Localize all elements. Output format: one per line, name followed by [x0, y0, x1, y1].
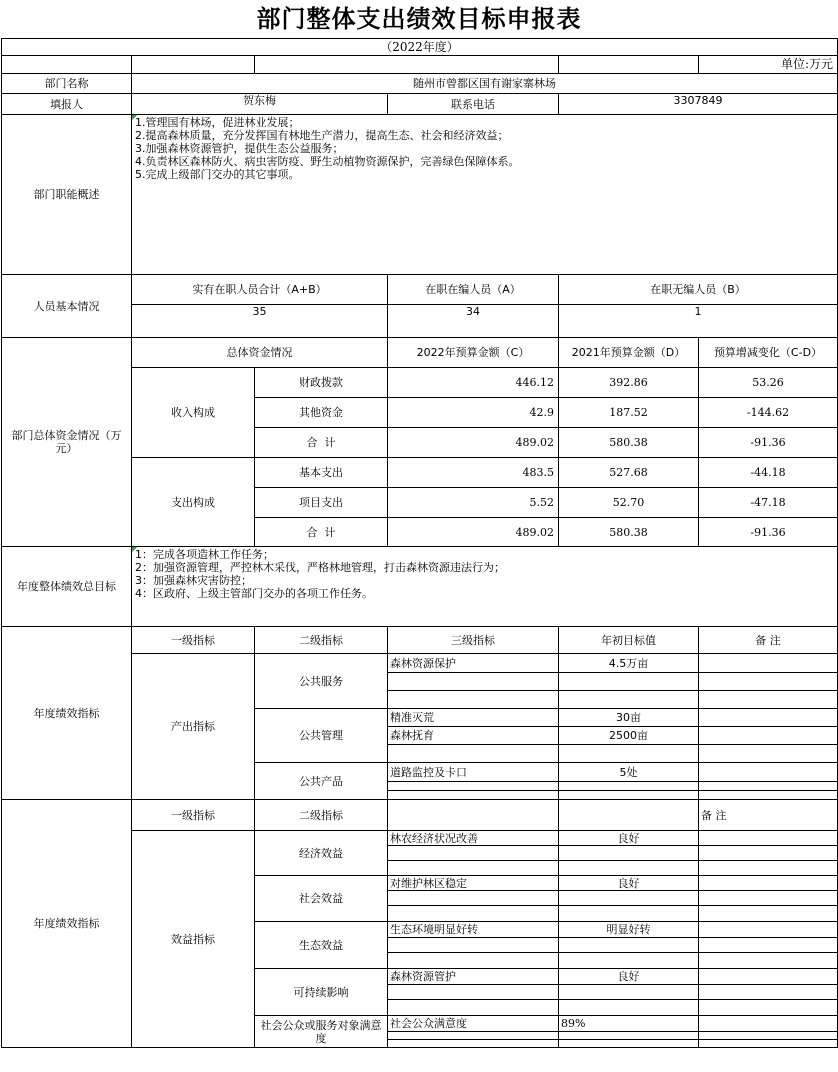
blank-cell	[2, 56, 132, 74]
blank-cell	[699, 654, 838, 673]
duties-text: 1.管理国有林场，促进林业发展； 2.提高森林质量，充分发挥国有林地生产潜力，提高生态、社会和经济效益； 3.加强森林资源管护，提供生态公益服务； 4.负责林区森林防火、病虫害防疫、野生动植物资源保护，完善绿色保障体系。 5.完成上级部门交办的其它事项。	[132, 115, 838, 275]
blank-cell	[699, 763, 838, 782]
econ-indicator: 林农经济状况改善	[388, 831, 559, 846]
blank-cell	[559, 800, 699, 831]
income-d: 187.52	[559, 398, 699, 428]
service-target: 4.5万亩	[559, 654, 699, 673]
blank-cell	[388, 673, 559, 691]
blank-cell	[388, 1000, 559, 1016]
perf2-header-note: 备 注	[699, 800, 838, 831]
perf2-label: 年度绩效指标	[2, 800, 132, 1048]
expense-name: 合 计	[255, 518, 388, 547]
perf2-level1: 效益指标	[132, 831, 255, 1048]
staff-label: 人员基本情况	[2, 275, 132, 338]
blank-cell	[559, 791, 699, 800]
blank-cell	[699, 727, 838, 745]
phone-label: 联系电话	[388, 94, 559, 115]
blank-cell	[699, 1032, 838, 1040]
page-title: 部门整体支出绩效目标申报表	[256, 4, 582, 33]
product-target: 5处	[559, 763, 699, 782]
blank-cell	[559, 1032, 699, 1040]
blank-cell	[255, 56, 559, 74]
satisfaction-target: 89%	[559, 1016, 699, 1032]
perf1-mgmt: 公共管理	[255, 709, 388, 763]
funds-header-overall: 总体资金情况	[132, 338, 388, 368]
blank-cell	[559, 953, 699, 969]
blank-cell	[388, 906, 559, 922]
perf2-satisfaction: 社会公众或服务对象满意度	[255, 1016, 388, 1048]
perf1-header-l3: 三级指标	[388, 627, 559, 654]
blank-cell	[559, 56, 699, 74]
income-name: 其他资金	[255, 398, 388, 428]
blank-cell	[699, 876, 838, 891]
blank-cell	[699, 1016, 838, 1032]
mgmt-indicator: 精准灭荒	[388, 709, 559, 727]
blank-cell	[699, 673, 838, 691]
perf2-eco: 生态效益	[255, 922, 388, 969]
blank-cell	[699, 891, 838, 906]
blank-cell	[699, 906, 838, 922]
blank-cell	[388, 891, 559, 906]
blank-cell	[132, 56, 255, 74]
blank-cell	[559, 673, 699, 691]
blank-cell	[559, 938, 699, 953]
blank-cell	[388, 861, 559, 876]
blank-cell	[559, 985, 699, 1000]
expense-d: 52.70	[559, 488, 699, 518]
dept-name-value: 随州市曾都区国有谢家寨林场	[132, 74, 838, 94]
expense-c: 5.52	[388, 488, 559, 518]
income-name: 财政拨款	[255, 368, 388, 398]
perf1-header-target: 年初目标值	[559, 627, 699, 654]
blank-cell	[559, 691, 699, 709]
blank-cell	[559, 1040, 699, 1048]
funds-header-cd: 预算增减变化（C-D）	[699, 338, 838, 368]
blank-cell	[699, 1040, 838, 1048]
sustain-indicator: 森林资源管护	[388, 969, 559, 985]
blank-cell	[388, 691, 559, 709]
blank-cell	[388, 985, 559, 1000]
mgmt-target: 30亩	[559, 709, 699, 727]
expense-c: 489.02	[388, 518, 559, 547]
perf1-product: 公共产品	[255, 763, 388, 800]
eco-target: 明显好转	[559, 922, 699, 938]
eco-indicator: 生态环境明显好转	[388, 922, 559, 938]
blank-cell	[388, 846, 559, 861]
social-indicator: 对维护林区稳定	[388, 876, 559, 891]
blank-cell	[388, 1040, 559, 1048]
expense-c: 483.5	[388, 458, 559, 488]
income-c: 446.12	[388, 368, 559, 398]
social-target: 良好	[559, 876, 699, 891]
blank-cell	[559, 861, 699, 876]
staff-total-value: 35	[132, 305, 388, 338]
blank-cell	[388, 800, 559, 831]
blank-cell	[699, 791, 838, 800]
year-label: （2022年度）	[2, 39, 838, 56]
perf1-header-note: 备 注	[699, 627, 838, 654]
income-cd: -144.62	[699, 398, 838, 428]
blank-cell	[699, 861, 838, 876]
perf2-econ: 经济效益	[255, 831, 388, 876]
blank-cell	[699, 745, 838, 763]
perf1-service: 公共服务	[255, 654, 388, 709]
blank-cell	[559, 891, 699, 906]
perf1-header-l2: 二级指标	[255, 627, 388, 654]
income-c: 42.9	[388, 398, 559, 428]
duties-label: 部门职能概述	[2, 115, 132, 275]
income-cd: -91.36	[699, 428, 838, 458]
blank-cell	[559, 846, 699, 861]
econ-target: 良好	[559, 831, 699, 846]
perf2-header-l2: 二级指标	[255, 800, 388, 831]
expense-cd: -91.36	[699, 518, 838, 547]
phone-value: 3307849	[559, 94, 838, 115]
blank-cell	[388, 938, 559, 953]
funds-label: 部门总体资金情况（万元）	[2, 338, 132, 547]
blank-cell	[699, 782, 838, 791]
income-d: 580.38	[559, 428, 699, 458]
filler-label: 填报人	[2, 94, 132, 115]
perf2-header-l1: 一级指标	[132, 800, 255, 831]
perf2-social: 社会效益	[255, 876, 388, 922]
expense-d: 527.68	[559, 458, 699, 488]
income-name: 合 计	[255, 428, 388, 458]
goals-label: 年度整体绩效总目标	[2, 547, 132, 627]
service-indicator: 森林资源保护	[388, 654, 559, 673]
mgmt-target: 2500亩	[559, 727, 699, 745]
dept-name-label: 部门名称	[2, 74, 132, 94]
income-cd: 53.26	[699, 368, 838, 398]
staff-header-a: 在职在编人员（A）	[388, 275, 559, 305]
blank-cell	[388, 782, 559, 791]
perf1-header-l1: 一级指标	[132, 627, 255, 654]
blank-cell	[559, 782, 699, 791]
staff-a-value: 34	[388, 305, 559, 338]
blank-cell	[559, 1000, 699, 1016]
blank-cell	[388, 1032, 559, 1040]
unit-label: 单位:万元	[699, 56, 838, 74]
blank-cell	[699, 969, 838, 985]
blank-cell	[388, 745, 559, 763]
blank-cell	[699, 1000, 838, 1016]
blank-cell	[699, 938, 838, 953]
blank-cell	[699, 831, 838, 846]
expense-name: 基本支出	[255, 458, 388, 488]
staff-header-b: 在职无编人员（B）	[559, 275, 838, 305]
blank-cell	[699, 953, 838, 969]
blank-cell	[699, 846, 838, 861]
expense-name: 项目支出	[255, 488, 388, 518]
perf1-label: 年度绩效指标	[2, 627, 132, 800]
mgmt-indicator: 森林抚育	[388, 727, 559, 745]
blank-cell	[699, 922, 838, 938]
product-indicator: 道路监控及卡口	[388, 763, 559, 782]
blank-cell	[699, 709, 838, 727]
staff-header-total: 实有在职人员合计（A+B）	[132, 275, 388, 305]
expense-cd: -47.18	[699, 488, 838, 518]
blank-cell	[559, 906, 699, 922]
expense-label: 支出构成	[132, 458, 255, 547]
blank-cell	[388, 791, 559, 800]
goals-text: 1：完成各项造林工作任务； 2：加强资源管理，严控林木采伐，严格林地管理，打击森林资源违法行为； 3：加强森林灾害防控； 4：区政府、上级主管部门交办的各项工作任务。	[132, 547, 838, 627]
blank-cell	[559, 745, 699, 763]
funds-header-d: 2021年预算金额（D）	[559, 338, 699, 368]
income-label: 收入构成	[132, 368, 255, 458]
expense-d: 580.38	[559, 518, 699, 547]
income-c: 489.02	[388, 428, 559, 458]
blank-cell	[699, 985, 838, 1000]
staff-b-value: 1	[559, 305, 838, 338]
satisfaction-indicator: 社会公众满意度	[388, 1016, 559, 1032]
filler-name: 贺东梅	[132, 94, 388, 115]
perf1-level1: 产出指标	[132, 654, 255, 800]
report-table	[1, 38, 838, 1048]
blank-cell	[699, 691, 838, 709]
expense-cd: -44.18	[699, 458, 838, 488]
sustain-target: 良好	[559, 969, 699, 985]
perf2-sustain: 可持续影响	[255, 969, 388, 1016]
blank-cell	[388, 953, 559, 969]
income-d: 392.86	[559, 368, 699, 398]
funds-header-c: 2022年预算金额（C）	[388, 338, 559, 368]
